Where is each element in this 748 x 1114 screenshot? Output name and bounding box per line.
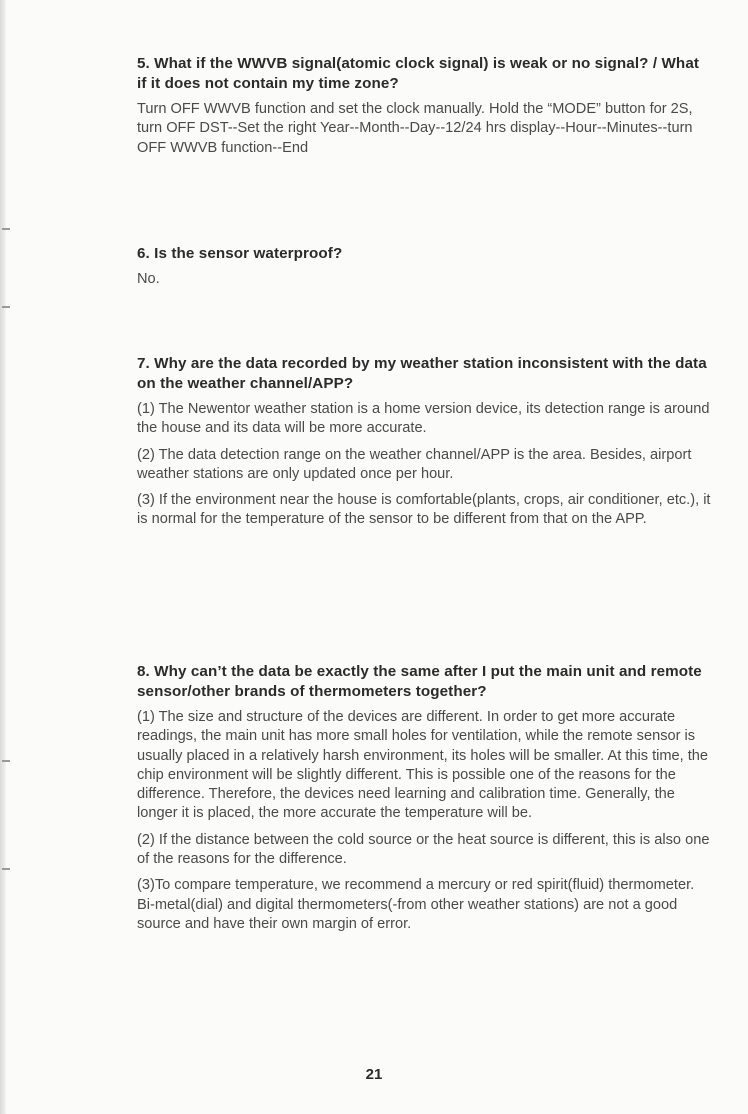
binding-mark	[2, 760, 10, 762]
page-spine	[0, 0, 6, 1114]
faq-section-8	[137, 662, 712, 934]
faq-answer: (2) If the distance between the cold source or the heat source is different, this is also one of the reasons for the difference.	[137, 831, 710, 868]
page-number: 21	[365, 1066, 383, 1083]
faq-answer: No.	[137, 271, 160, 287]
faq-question: 7. Why are the data recorded by my weather station inconsistent with the data on the weather channel/APP?	[137, 355, 707, 392]
faq-section-5	[137, 54, 712, 158]
faq-section-6	[137, 244, 712, 289]
faq-answer: Turn OFF WWVB function and set the clock manually. Hold the “MODE” button for 2S, turn OFF DST--Set the right Year--Month--Day--12/24 hrs display--Hour--Minutes--turn OFF WWVB function--End	[137, 101, 693, 156]
faq-answer: (1) The Newentor weather station is a home version device, its detection range is around the house and its data will be more accurate.	[137, 401, 710, 437]
faq-answer: (3)To compare temperature, we recommend a mercury or red spirit(fluid) thermometer. Bi-metal(dial) and digital thermometers(-from other weather stations) are not a good source and have their own margin of error.	[137, 877, 695, 932]
faq-answer: (2) The data detection range on the weather channel/APP is the area. Besides, airport weather stations are only updated once per hour.	[137, 446, 692, 482]
binding-mark	[2, 228, 10, 230]
faq-answer: (1) The size and structure of the devices are different. In order to get more accurate readings, the main unit has more small holes for ventilation, while the remote sensor is usually placed in a relatively harsh environment, its holes will be smaller. At this time, the chip environment will be slightly different. This is possible one of the reasons for the difference. Therefore, the devices need learning and calibration time. Generally, the longer it is placed, the more accurate the temperature will be.	[137, 709, 709, 822]
faq-question: 8. Why can’t the data be exactly the same after I put the main unit and remote sensor/other brands of thermometers together?	[137, 663, 702, 700]
faq-section-7	[137, 354, 712, 530]
binding-mark	[2, 868, 10, 870]
binding-mark	[2, 306, 10, 308]
faq-question: 6. Is the sensor waterproof?	[137, 245, 343, 262]
faq-answer: (3) If the environment near the house is comfortable(plants, crops, air conditioner, etc.), it is normal for the temperature of the sensor to be different from that on the APP.	[137, 492, 711, 528]
faq-question: 5. What if the WWVB signal(atomic clock signal) is weak or no signal? / What if it does not contain my time zone?	[137, 55, 700, 92]
